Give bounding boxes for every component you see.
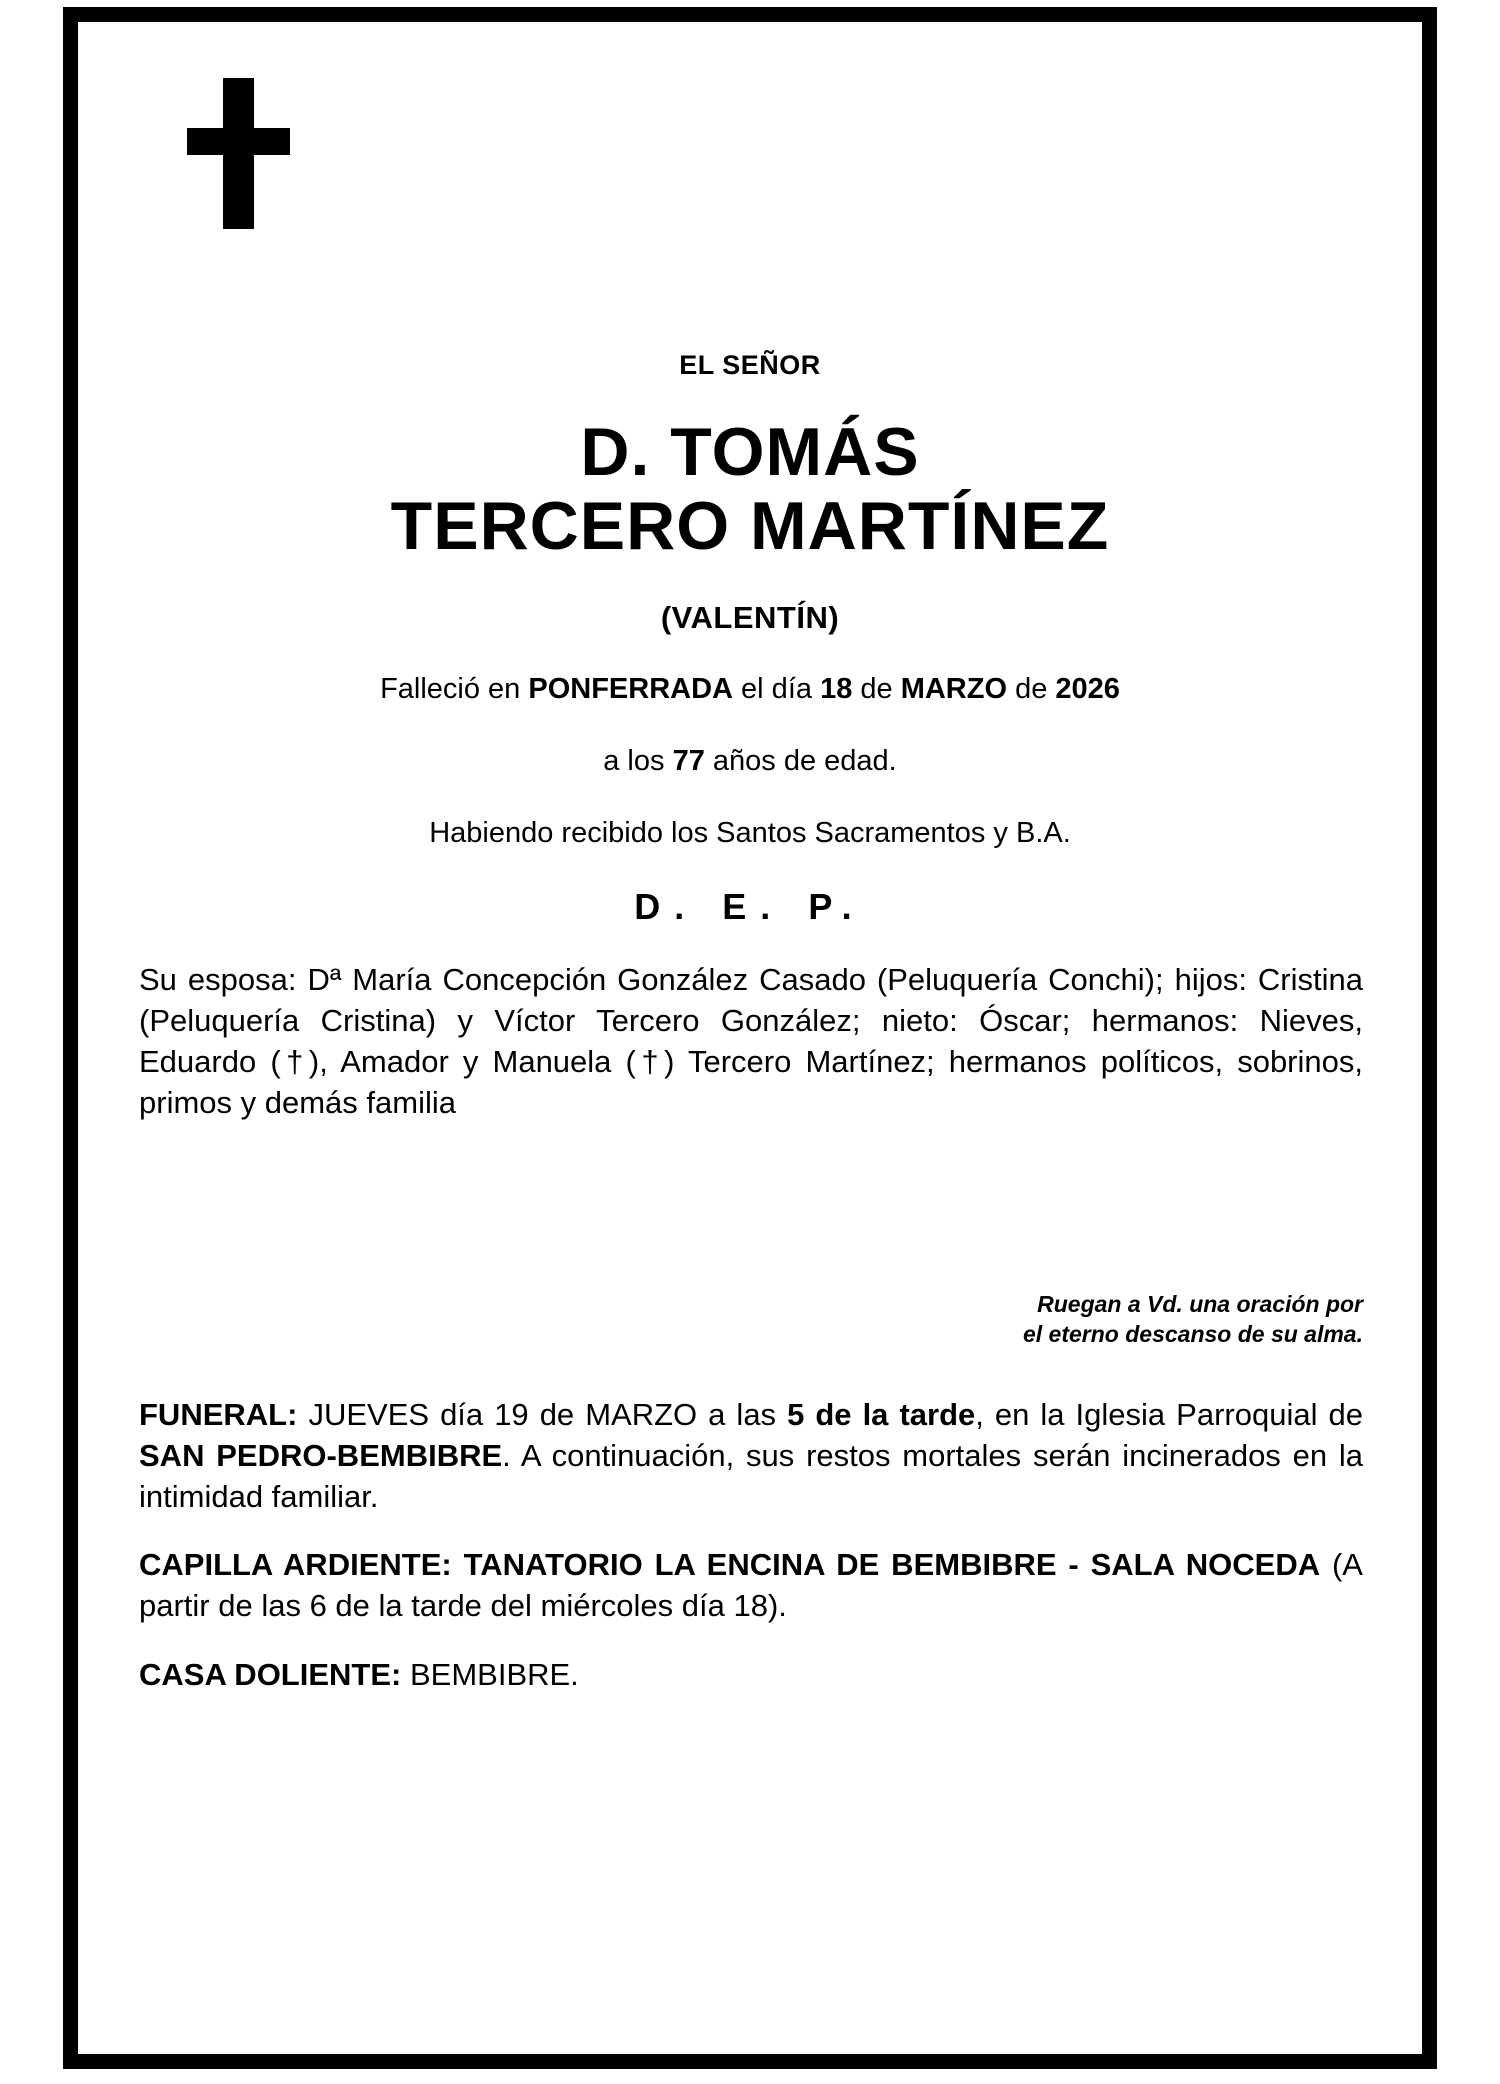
sacraments-line: Habiendo recibido los Santos Sacramentos y B.A. — [429, 817, 1071, 849]
age-value: 77 — [672, 745, 705, 777]
funeral-time: 5 de la tarde — [787, 1397, 976, 1432]
capilla-note: (A partir de las 6 de la tarde del miércoles día 18). — [139, 1547, 1363, 1623]
mourning-house-line — [139, 1655, 1363, 1696]
death-mid: el día — [733, 673, 821, 705]
capilla-place: TANATORIO LA ENCINA DE BEMBIBRE - SALA NOCEDA — [463, 1547, 1321, 1582]
cross-horizontal-bar — [187, 128, 290, 155]
death-prefix: Falleció en — [380, 673, 529, 705]
death-day: 18 — [820, 673, 853, 705]
deceased-nickname: (VALENTÍN) — [660, 600, 840, 635]
deceased-name-line-2: TERCERO MARTÍNEZ — [390, 488, 1110, 564]
casa-value: BEMBIBRE. — [401, 1657, 579, 1692]
prayer-request-block — [663, 1290, 1363, 1350]
death-year: 2026 — [1055, 673, 1120, 705]
rest-in-peace-label: D. E. P. — [634, 886, 866, 927]
latin-cross-icon — [168, 78, 288, 238]
funeral-text-middle: , en la Iglesia Parroquial de — [975, 1397, 1363, 1432]
prayer-line-1: Ruegan a Vd. una oración por — [1037, 1291, 1363, 1317]
death-place: PONFERRADA — [528, 673, 733, 705]
funeral-text-before-time: JUEVES día 19 de MARZO a las — [297, 1397, 788, 1432]
funeral-church: SAN PEDRO-BEMBIBRE — [139, 1437, 503, 1473]
wake-chapel-paragraph — [139, 1545, 1363, 1627]
age-suffix: años de edad. — [704, 745, 897, 777]
surviving-family-paragraph: Su esposa: Dª María Concepción González Casado (Peluquería Conchi); hijos: Cristina (Peluquería Cristina) y Víctor Tercero González; nieto: Óscar; hermanos: Nieves, Eduardo (†), Amador y Manuela (†) Tercero Martínez; hermanos políticos, sobrinos, primos y demás familia — [139, 962, 1363, 1120]
death-month: MARZO — [900, 673, 1008, 705]
capilla-label: CAPILLA ARDIENTE — [139, 1547, 442, 1582]
honorific-label: EL SEÑOR — [679, 350, 821, 380]
age-line — [135, 745, 1365, 778]
funeral-text-after: . A continuación, sus restos mortales serán incinerados en la intimidad familiar. — [139, 1437, 1363, 1514]
capilla-separator: : — [441, 1547, 464, 1582]
age-prefix: a los — [603, 745, 673, 777]
death-details-line — [135, 673, 1365, 706]
deceased-name-line-1: D. TOMÁS — [580, 414, 920, 490]
funeral-label: FUNERAL: — [139, 1397, 298, 1432]
casa-label: CASA DOLIENTE: — [139, 1657, 402, 1692]
prayer-line-2: el eterno descanso de su alma. — [1022, 1320, 1363, 1347]
death-of2: de — [1007, 673, 1056, 705]
funeral-service-paragraph — [139, 1395, 1363, 1518]
death-of: de — [852, 673, 901, 705]
